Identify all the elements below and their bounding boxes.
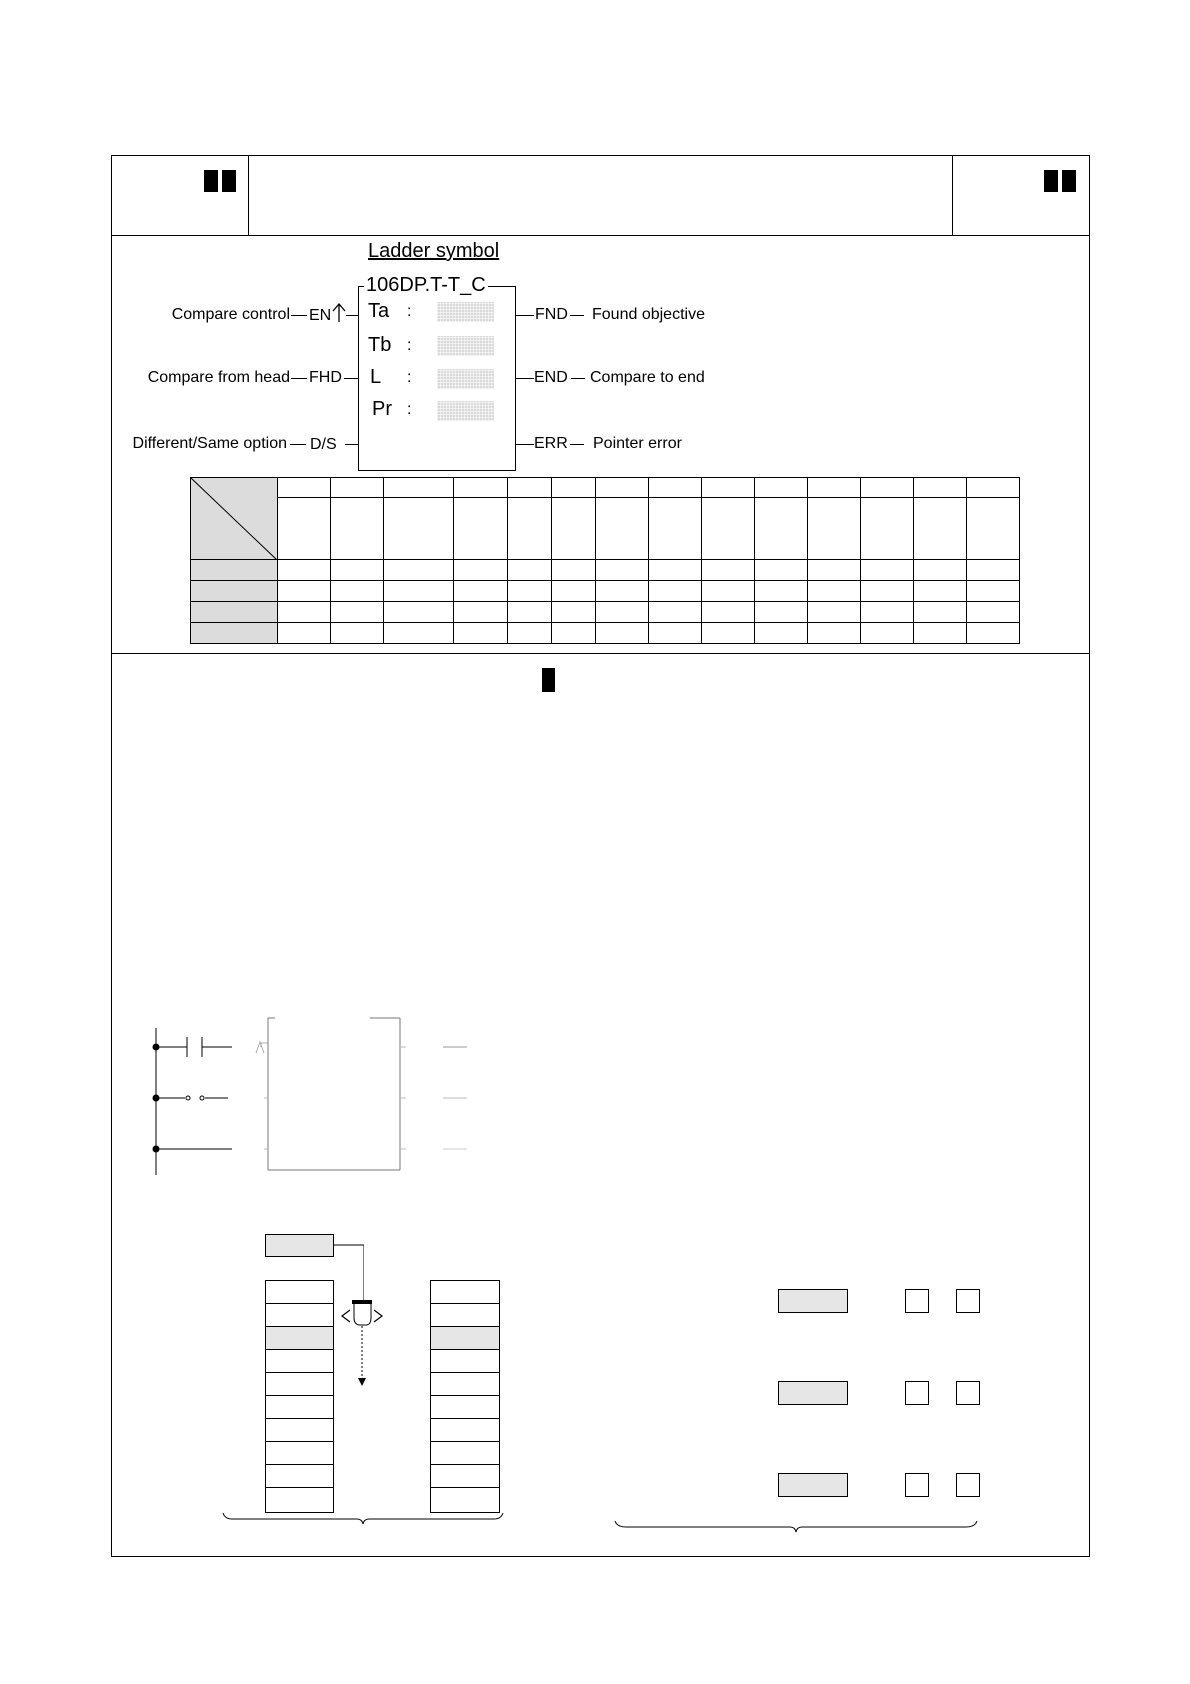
operand-value-slot[interactable] [437, 401, 494, 421]
instruction-name: 106DP.T-T_C [366, 274, 486, 296]
output-pin-fnd: FND [535, 306, 568, 323]
result-bit [905, 1473, 929, 1497]
result-register [778, 1289, 848, 1313]
header-left-divider [248, 155, 249, 235]
operand-l: L [370, 366, 382, 388]
operand-colon: : [407, 401, 412, 418]
operand-tb: Tb [368, 334, 392, 356]
input-label-compare-control: Compare control [171, 306, 290, 323]
result-bit [956, 1473, 980, 1497]
header-right-divider [952, 155, 953, 235]
table-row [191, 560, 1020, 581]
table-row [191, 623, 1020, 644]
pointer-register [265, 1234, 334, 1257]
output-label-compare-to-end: Compare to end [590, 369, 705, 386]
header-left-mark [222, 170, 236, 192]
input-pin-fhd: FHD [309, 369, 342, 386]
section-divider [111, 653, 1090, 654]
input-label-different-same-option: Different/Same option [132, 435, 287, 452]
operand-ta: Ta [368, 300, 390, 322]
result-bit [905, 1289, 929, 1313]
operand-value-slot[interactable] [437, 302, 494, 322]
right-brace [614, 1520, 978, 1536]
header-right-mark [1044, 170, 1058, 192]
table-corner-cell [191, 478, 278, 560]
result-bit [905, 1381, 929, 1405]
operand-table [190, 477, 1020, 644]
rising-edge-arrow-icon [332, 302, 346, 324]
left-brace [222, 1512, 504, 1528]
header-divider [111, 235, 1090, 236]
result-bit [956, 1289, 980, 1313]
header-right-mark [1062, 170, 1076, 192]
pointing-hand-icon [338, 1298, 386, 1390]
output-pin-err: ERR [534, 435, 568, 452]
input-pin-ds: D/S [310, 436, 337, 453]
table-ta [265, 1280, 334, 1513]
table-row [191, 602, 1020, 623]
example-ladder-diagram [150, 1010, 480, 1180]
output-label-pointer-error: Pointer error [593, 435, 682, 452]
result-bit [956, 1381, 980, 1405]
ladder-symbol-heading: Ladder symbol [368, 240, 500, 262]
operand-colon: : [407, 303, 412, 320]
page-frame [111, 155, 1090, 1557]
section-mark [542, 668, 555, 692]
operand-colon: : [407, 337, 412, 354]
table-tb [430, 1280, 500, 1513]
input-label-compare-from-head: Compare from head [147, 369, 290, 386]
output-pin-end: END [534, 369, 568, 386]
table-row [191, 581, 1020, 602]
operand-value-slot[interactable] [437, 336, 494, 356]
result-register [778, 1381, 848, 1405]
operand-colon: : [407, 369, 412, 386]
result-register [778, 1473, 848, 1497]
header-left-mark [204, 170, 218, 192]
operand-pr: Pr [372, 398, 392, 420]
operand-value-slot[interactable] [437, 369, 494, 389]
input-pin-en: EN [309, 307, 332, 324]
output-label-found-objective: Found objective [592, 306, 705, 323]
